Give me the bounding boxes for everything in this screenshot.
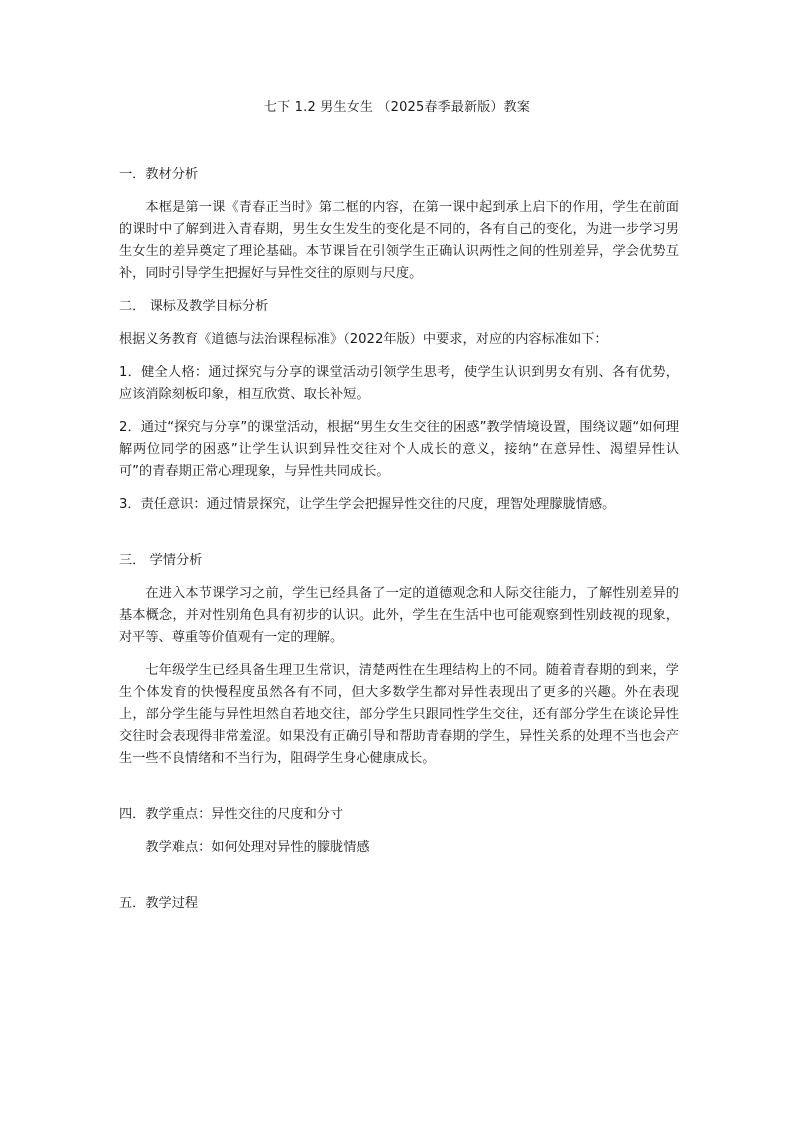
objective-item: 1．健全人格：通过探究与分享的课堂活动引领学生思考，使学生认识到男女有别、各有优势，应该消除刻板印象，相互欣赏、取长补短。 [119, 365, 679, 402]
section-textbook-analysis [119, 164, 679, 915]
section-heading: 四．教学重点：异性交往的尺度和分寸 [119, 807, 344, 822]
paragraph: 在进入本节课学习之前，学生已经具备了一定的道德观念和人际交往能力，了解性别差异的基本概念，并对性别角色具有初步的认识。此外，学生在生活中也可能观察到性别歧视的现象，对平等、尊重等价值观有一定的理解。 [119, 586, 679, 645]
section-heading: 三． 学情分析 [119, 553, 203, 568]
paragraph: 七年级学生已经具备生理卫生常识，清楚两性在生理结构上的不同。随着青春期的到来，学生个体发育的快慢程度虽然各有不同，但大多数学生都对异性表现出了更多的兴趣。外在表现上，部分学生能与异性坦然自若地交往，部分学生只跟同性学生交往，还有部分学生在谈论异性交往时会表现得非常羞涩。如果没有正确引导和帮助青春期的学生，异性关系的处理不当也会产生一些不良情绪和不当行为，阻碍学生身心健康成长。 [119, 663, 679, 766]
objective-item: 2．通过“探究与分享”的课堂活动，根据“男生女生交往的困惑”教学情境设置，围绕议题“如何理解两位同学的困惑”让学生认识到异性交往对个人成长的意义，接纳“在意异性、渴望异性认可”的青春期正常心理现象，与异性共同成长。 [119, 420, 679, 479]
section-heading: 五．教学过程 [119, 896, 199, 911]
section-heading: 一．教材分析 [119, 167, 199, 182]
objective-item: 3．责任意识：通过情景探究，让学生学会把握异性交往的尺度，理智处理朦胧情感。 [119, 497, 616, 512]
section-heading: 二． 课标及教学目标分析 [119, 299, 269, 314]
paragraph: 根据义务教育《道德与法治课程标准》（2022年版）中要求，对应的内容标准如下： [119, 332, 608, 347]
document-title: 七下 1.2 男生女生 （2025春季最新版）教案 [263, 100, 531, 115]
paragraph: 本框是第一课《青春正当时》第二框的内容，在第一课中起到承上启下的作用，学生在前面的课时中了解到进入青春期，男生女生发生的变化是不同的，各有自己的变化，为进一步学习男生女生的差异奠定了理论基础。本节课旨在引领学生正确认识两性之间的性别差异，学会优势互补，同时引导学生把握好与异性交往的原则与尺度。 [119, 200, 679, 281]
paragraph: 教学难点：如何处理对异性的朦胧情感 [145, 840, 370, 855]
